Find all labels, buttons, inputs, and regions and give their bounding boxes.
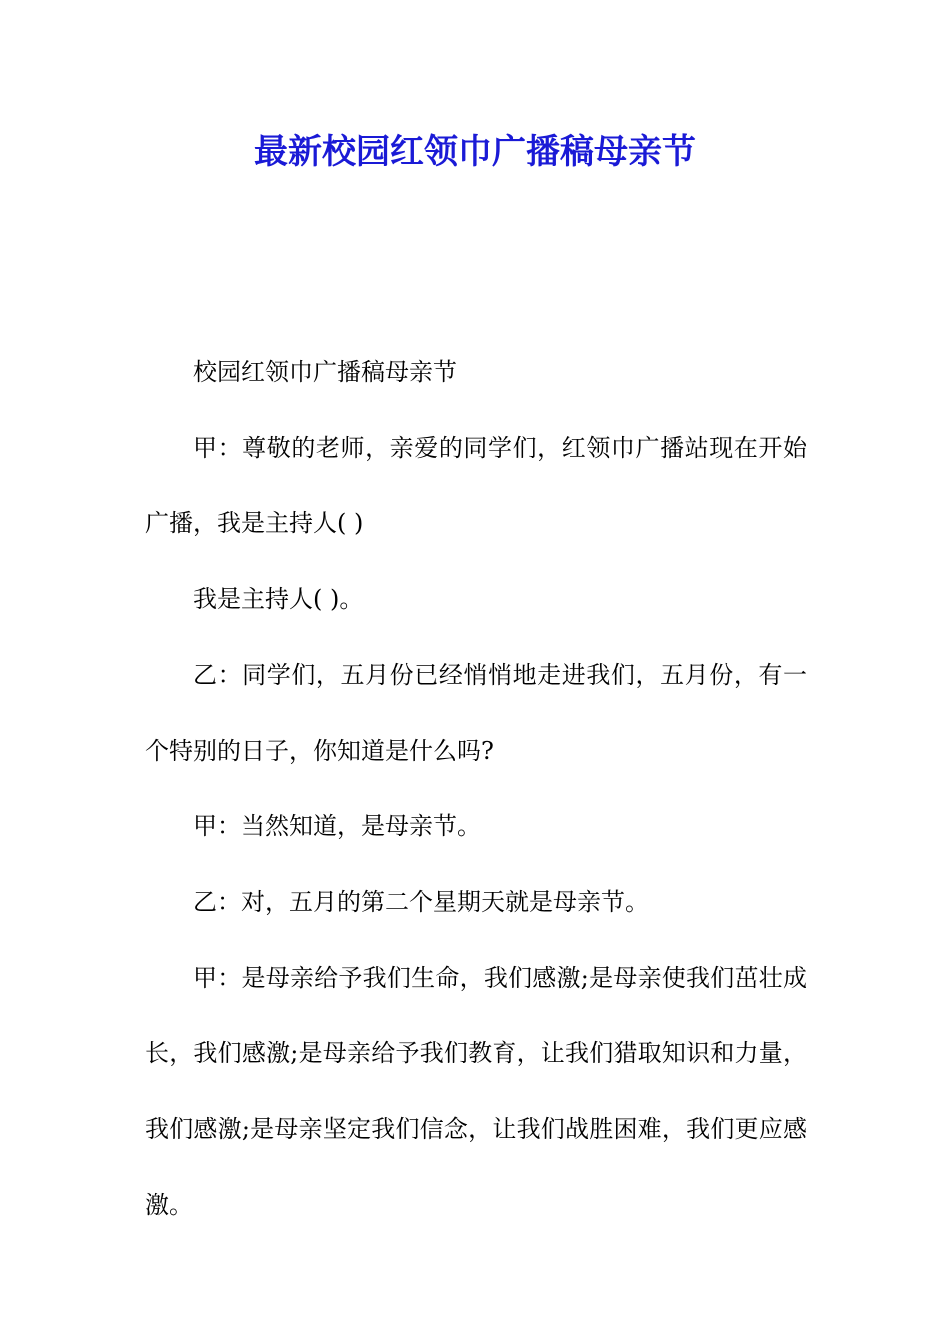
paragraph-yi-second-sunday: 乙：对，五月的第二个星期天就是母亲节。 (193, 887, 649, 916)
document-body (145, 335, 807, 1243)
paragraph-heading: 校园红领巾广播稿母亲节 (193, 358, 457, 386)
paragraph-jia-opening: 甲：尊敬的老师，亲爱的同学们，红领巾广播站现在开始广播，我是主持人( ) (145, 433, 807, 538)
paragraph-jia-mothers-day: 甲：当然知道，是母亲节。 (193, 812, 481, 841)
paragraph-yi-may: 乙：同学们，五月份已经悄悄地走进我们，五月份，有一个特别的日子，你知道是什么吗? (145, 660, 807, 765)
document-title: 最新校园红领巾广播稿母亲节 (254, 132, 696, 172)
paragraph-jia-gratitude: 甲：是母亲给予我们生命，我们感激;是母亲使我们茁壮成长，我们感激;是母亲给予我们教育，让我们猎取知识和力量，我们感激;是母亲坚定我们信念，让我们战胜困难，我们更应感激。 (145, 963, 807, 1219)
paragraph-host-intro: 我是主持人( )。 (193, 585, 364, 614)
